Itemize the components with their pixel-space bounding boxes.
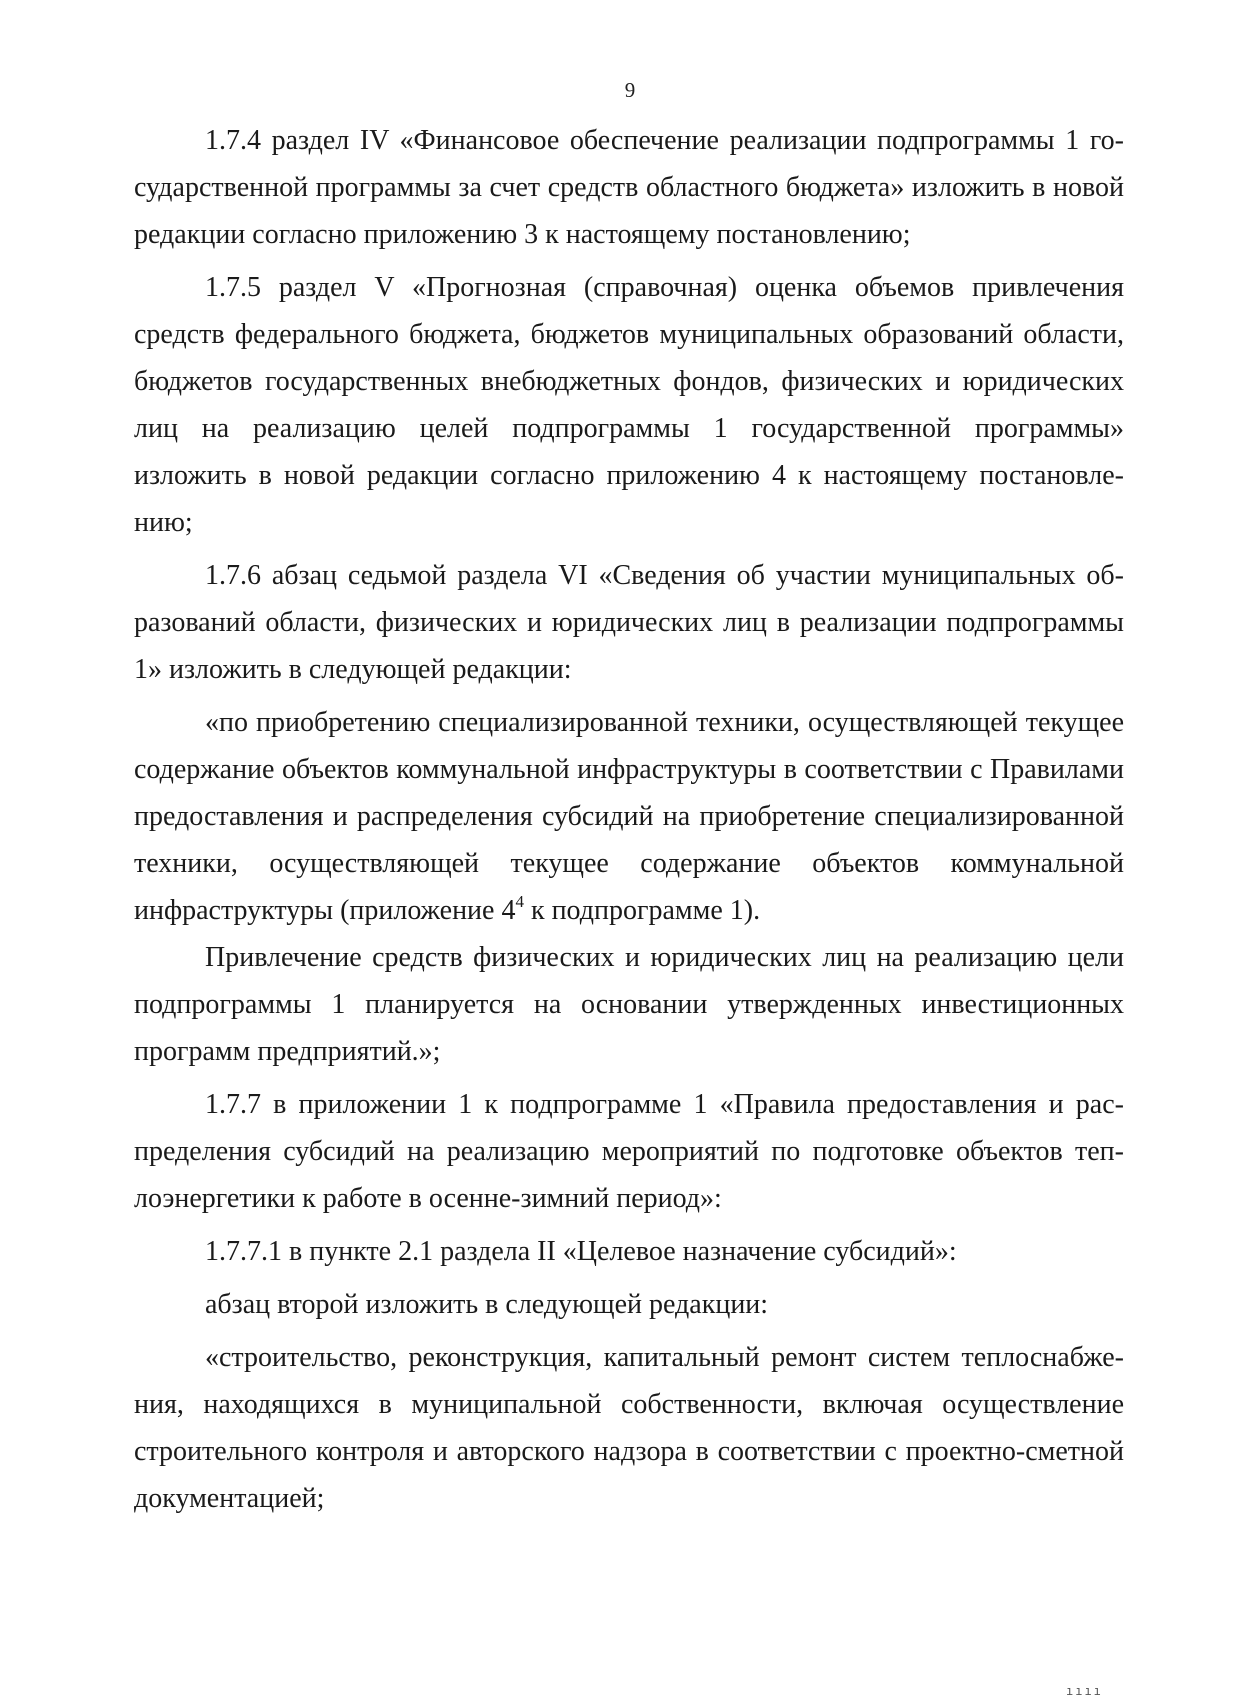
document-body	[134, 117, 1124, 1528]
scan-mark: ıııı	[1066, 1684, 1103, 1698]
paragraph-1-7-7-1: 1.7.7.1 в пункте 2.1 раздела II «Целевое назначение субсидий»:	[205, 1236, 957, 1267]
paragraph-construction: «строительство, реконструкция, капитальный ремонт систем теплоснабжения, находящихся в муниципальной собственности, включая осуществление строительного контроля и авторского надзора в соответствии с проектно-сметной документацией;	[134, 1342, 1124, 1514]
page-number: 9	[624, 78, 636, 102]
quote-text-end: к подпрограмме 1).	[523, 895, 761, 926]
paragraph-1-7-5: 1.7.5 раздел V «Прогнозная (справочная) оценка объемов привлечения средств федерального бюджета, бюджетов муниципальных образований области, бюджетов государственных внебюджетных фондов, физических и юридических лиц на реализацию целей подпрограммы 1 государственной программы» изложить в новой редакции согласно приложению 4 к настоящему постановлению;	[134, 272, 1124, 538]
paragraph-funding: Привлечение средств физических и юридических лиц на реализацию цели подпрограммы 1 планируется на основании утвержденных инвестиционных программ предприятий.»;	[134, 942, 1124, 1067]
paragraph-1-7-7: 1.7.7 в приложении 1 к подпрограмме 1 «Правила предоставления и распределения субсидий на реализацию мероприятий по подготовке объектов теплоэнергетики к работе в осенне-зимний период»:	[134, 1089, 1124, 1214]
paragraph-1-7-6: 1.7.6 абзац седьмой раздела VI «Сведения об участии муниципальных образований области, физических и юридических лиц в реализации подпрограммы 1» изложить в следующей редакции:	[134, 560, 1124, 685]
paragraph-abzac-second: абзац второй изложить в следующей редакции:	[205, 1289, 769, 1320]
paragraph-quote-equipment	[134, 699, 1124, 934]
appendix-superscript: 4	[515, 892, 524, 911]
quote-text: «по приобретению специализированной техники, осуществляющей текущее содержание объектов коммунальной инфраструктуры в соответствии с Правилами предоставления и распределения субсидий на приобретение специализированной техники, осуществляющей текущее содержание объектов коммунальной инфраструктуры (приложение 4	[134, 707, 1124, 926]
paragraph-1-7-4: 1.7.4 раздел IV «Финансовое обеспечение реализации подпрограммы 1 государственной программы за счет средств областного бюджета» изложить в новой редакции согласно приложению 3 к настоящему постановлению;	[134, 125, 1124, 250]
